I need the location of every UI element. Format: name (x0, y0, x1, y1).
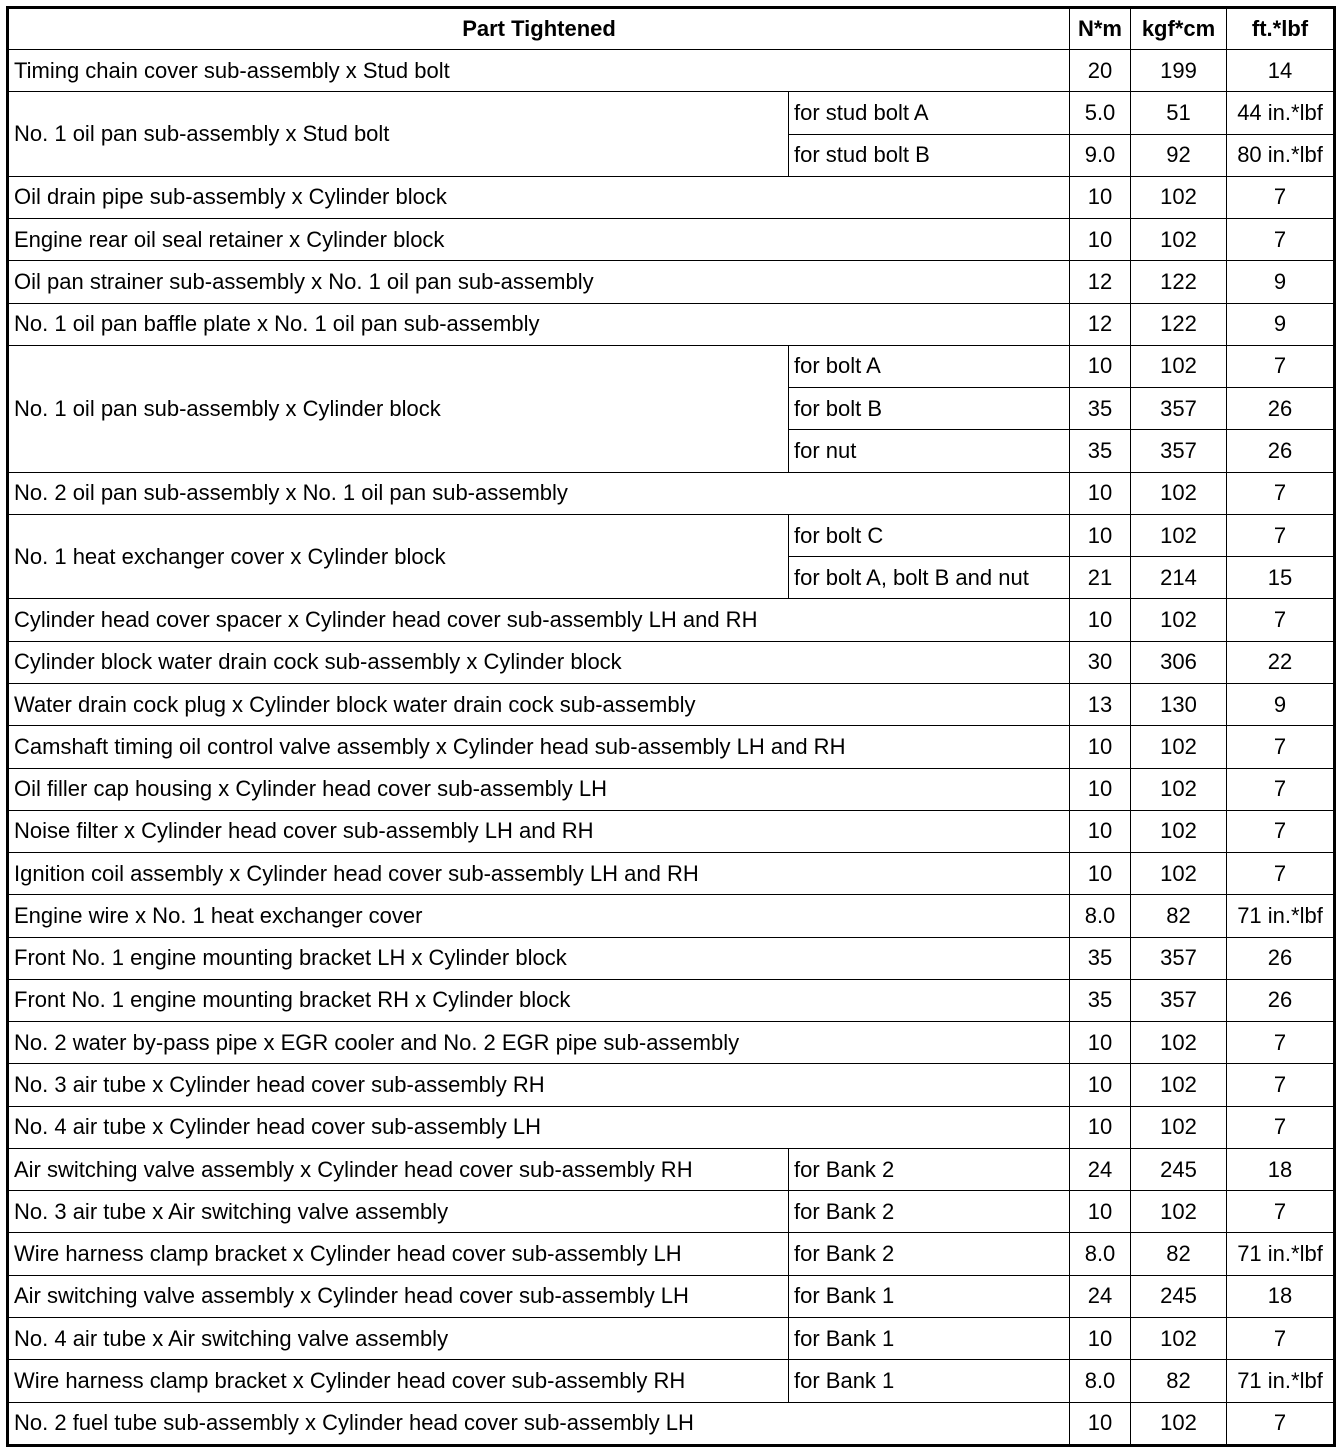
ftlbf-cell: 15 (1227, 557, 1335, 599)
table-row (8, 1148, 1335, 1190)
table-row (8, 50, 1335, 92)
nm-cell: 35 (1070, 979, 1131, 1021)
part-cell: No. 4 air tube x Air switching valve assembly (8, 1317, 789, 1359)
table-row (8, 937, 1335, 979)
torque-spec-table (6, 6, 1336, 1447)
nm-cell: 10 (1070, 176, 1131, 218)
part-cell: No. 2 water by-pass pipe x EGR cooler and No. 2 EGR pipe sub-assembly (8, 1022, 1070, 1064)
kgfcm-cell: 51 (1131, 92, 1227, 134)
part-cell: No. 3 air tube x Cylinder head cover sub-assembly RH (8, 1064, 1070, 1106)
header-row (8, 8, 1335, 50)
nm-cell: 10 (1070, 1064, 1131, 1106)
table-row (8, 1317, 1335, 1359)
ftlbf-cell: 7 (1227, 1402, 1335, 1446)
kgfcm-cell: 102 (1131, 726, 1227, 768)
table-row (8, 176, 1335, 218)
kgfcm-cell: 102 (1131, 472, 1227, 514)
table-row (8, 726, 1335, 768)
table-row (8, 219, 1335, 261)
table-row (8, 853, 1335, 895)
ftlbf-cell: 26 (1227, 430, 1335, 472)
nm-cell: 35 (1070, 388, 1131, 430)
ftlbf-cell: 80 in.*lbf (1227, 134, 1335, 176)
kgfcm-cell: 122 (1131, 261, 1227, 303)
nm-cell: 21 (1070, 557, 1131, 599)
ftlbf-cell: 26 (1227, 937, 1335, 979)
condition-cell: for Bank 1 (789, 1317, 1070, 1359)
ftlbf-cell: 7 (1227, 345, 1335, 387)
condition-cell: for Bank 2 (789, 1233, 1070, 1275)
kgfcm-cell: 102 (1131, 853, 1227, 895)
nm-cell: 10 (1070, 1191, 1131, 1233)
ftlbf-cell: 7 (1227, 219, 1335, 261)
table-row (8, 641, 1335, 683)
ftlbf-cell: 14 (1227, 50, 1335, 92)
kgfcm-cell: 357 (1131, 979, 1227, 1021)
nm-cell: 20 (1070, 50, 1131, 92)
nm-cell: 10 (1070, 768, 1131, 810)
part-cell: Engine wire x No. 1 heat exchanger cover (8, 895, 1070, 937)
kgfcm-cell: 245 (1131, 1148, 1227, 1190)
nm-cell: 9.0 (1070, 134, 1131, 176)
table-row (8, 1022, 1335, 1064)
nm-cell: 35 (1070, 937, 1131, 979)
table-row (8, 514, 1335, 556)
table-row (8, 599, 1335, 641)
nm-cell: 10 (1070, 1402, 1131, 1446)
kgfcm-cell: 82 (1131, 1233, 1227, 1275)
part-cell: Cylinder head cover spacer x Cylinder head cover sub-assembly LH and RH (8, 599, 1070, 641)
table-row (8, 303, 1335, 345)
nm-cell: 10 (1070, 599, 1131, 641)
nm-cell: 8.0 (1070, 1233, 1131, 1275)
nm-cell: 12 (1070, 261, 1131, 303)
nm-cell: 10 (1070, 853, 1131, 895)
nm-cell: 13 (1070, 683, 1131, 725)
part-cell: Camshaft timing oil control valve assembly x Cylinder head sub-assembly LH and RH (8, 726, 1070, 768)
kgfcm-cell: 214 (1131, 557, 1227, 599)
kgfcm-cell: 102 (1131, 345, 1227, 387)
ftlbf-cell: 71 in.*lbf (1227, 895, 1335, 937)
part-cell: No. 1 oil pan sub-assembly x Cylinder block (8, 345, 789, 472)
kgfcm-cell: 122 (1131, 303, 1227, 345)
ftlbf-cell: 26 (1227, 979, 1335, 1021)
table-row (8, 1275, 1335, 1317)
kgfcm-cell: 130 (1131, 683, 1227, 725)
table-row (8, 979, 1335, 1021)
kgfcm-cell: 102 (1131, 1106, 1227, 1148)
ftlbf-cell: 9 (1227, 683, 1335, 725)
kgfcm-cell: 102 (1131, 1022, 1227, 1064)
kgfcm-cell: 102 (1131, 768, 1227, 810)
part-cell: No. 4 air tube x Cylinder head cover sub-assembly LH (8, 1106, 1070, 1148)
kgfcm-cell: 102 (1131, 514, 1227, 556)
header-kgfcm: kgf*cm (1131, 8, 1227, 50)
table-row (8, 1402, 1335, 1446)
kgfcm-cell: 82 (1131, 895, 1227, 937)
ftlbf-cell: 7 (1227, 1022, 1335, 1064)
condition-cell: for Bank 2 (789, 1148, 1070, 1190)
nm-cell: 8.0 (1070, 895, 1131, 937)
nm-cell: 8.0 (1070, 1360, 1131, 1402)
part-cell: Air switching valve assembly x Cylinder head cover sub-assembly RH (8, 1148, 789, 1190)
condition-cell: for stud bolt A (789, 92, 1070, 134)
ftlbf-cell: 26 (1227, 388, 1335, 430)
part-cell: No. 2 fuel tube sub-assembly x Cylinder head cover sub-assembly LH (8, 1402, 1070, 1446)
ftlbf-cell: 18 (1227, 1275, 1335, 1317)
header-ftlbf: ft.*lbf (1227, 8, 1335, 50)
nm-cell: 12 (1070, 303, 1131, 345)
part-cell: Oil filler cap housing x Cylinder head cover sub-assembly LH (8, 768, 1070, 810)
table-row (8, 683, 1335, 725)
part-cell: No. 1 oil pan sub-assembly x Stud bolt (8, 92, 789, 177)
ftlbf-cell: 7 (1227, 176, 1335, 218)
nm-cell: 24 (1070, 1275, 1131, 1317)
part-cell: No. 1 heat exchanger cover x Cylinder block (8, 514, 789, 599)
kgfcm-cell: 102 (1131, 1402, 1227, 1446)
nm-cell: 10 (1070, 1022, 1131, 1064)
ftlbf-cell: 71 in.*lbf (1227, 1233, 1335, 1275)
ftlbf-cell: 9 (1227, 261, 1335, 303)
condition-cell: for bolt B (789, 388, 1070, 430)
part-cell: Noise filter x Cylinder head cover sub-assembly LH and RH (8, 810, 1070, 852)
ftlbf-cell: 7 (1227, 853, 1335, 895)
nm-cell: 10 (1070, 726, 1131, 768)
table-row (8, 1191, 1335, 1233)
condition-cell: for bolt C (789, 514, 1070, 556)
kgfcm-cell: 92 (1131, 134, 1227, 176)
part-cell: Front No. 1 engine mounting bracket LH x Cylinder block (8, 937, 1070, 979)
table-row (8, 472, 1335, 514)
table-row (8, 261, 1335, 303)
ftlbf-cell: 7 (1227, 472, 1335, 514)
condition-cell: for bolt A, bolt B and nut (789, 557, 1070, 599)
nm-cell: 10 (1070, 472, 1131, 514)
table-row (8, 768, 1335, 810)
condition-cell: for Bank 1 (789, 1360, 1070, 1402)
part-cell: Air switching valve assembly x Cylinder head cover sub-assembly LH (8, 1275, 789, 1317)
ftlbf-cell: 71 in.*lbf (1227, 1360, 1335, 1402)
kgfcm-cell: 245 (1131, 1275, 1227, 1317)
ftlbf-cell: 7 (1227, 1064, 1335, 1106)
kgfcm-cell: 357 (1131, 388, 1227, 430)
nm-cell: 24 (1070, 1148, 1131, 1190)
ftlbf-cell: 9 (1227, 303, 1335, 345)
kgfcm-cell: 199 (1131, 50, 1227, 92)
kgfcm-cell: 102 (1131, 599, 1227, 641)
condition-cell: for bolt A (789, 345, 1070, 387)
header-nm: N*m (1070, 8, 1131, 50)
kgfcm-cell: 102 (1131, 1064, 1227, 1106)
kgfcm-cell: 357 (1131, 937, 1227, 979)
kgfcm-cell: 102 (1131, 1191, 1227, 1233)
ftlbf-cell: 7 (1227, 514, 1335, 556)
kgfcm-cell: 306 (1131, 641, 1227, 683)
part-cell: No. 2 oil pan sub-assembly x No. 1 oil pan sub-assembly (8, 472, 1070, 514)
header-part-tightened: Part Tightened (8, 8, 1070, 50)
kgfcm-cell: 102 (1131, 810, 1227, 852)
ftlbf-cell: 7 (1227, 1191, 1335, 1233)
nm-cell: 10 (1070, 514, 1131, 556)
nm-cell: 10 (1070, 1106, 1131, 1148)
part-cell: Oil pan strainer sub-assembly x No. 1 oil pan sub-assembly (8, 261, 1070, 303)
table-row (8, 895, 1335, 937)
ftlbf-cell: 7 (1227, 726, 1335, 768)
nm-cell: 30 (1070, 641, 1131, 683)
part-cell: Cylinder block water drain cock sub-assembly x Cylinder block (8, 641, 1070, 683)
kgfcm-cell: 82 (1131, 1360, 1227, 1402)
nm-cell: 10 (1070, 810, 1131, 852)
kgfcm-cell: 102 (1131, 219, 1227, 261)
kgfcm-cell: 357 (1131, 430, 1227, 472)
ftlbf-cell: 7 (1227, 810, 1335, 852)
nm-cell: 10 (1070, 219, 1131, 261)
part-cell: Ignition coil assembly x Cylinder head cover sub-assembly LH and RH (8, 853, 1070, 895)
condition-cell: for nut (789, 430, 1070, 472)
part-cell: Engine rear oil seal retainer x Cylinder block (8, 219, 1070, 261)
part-cell: No. 3 air tube x Air switching valve assembly (8, 1191, 789, 1233)
kgfcm-cell: 102 (1131, 1317, 1227, 1359)
table-row (8, 1233, 1335, 1275)
kgfcm-cell: 102 (1131, 176, 1227, 218)
part-cell: Front No. 1 engine mounting bracket RH x Cylinder block (8, 979, 1070, 1021)
part-cell: Oil drain pipe sub-assembly x Cylinder block (8, 176, 1070, 218)
part-cell: Water drain cock plug x Cylinder block water drain cock sub-assembly (8, 683, 1070, 725)
part-cell: Wire harness clamp bracket x Cylinder head cover sub-assembly RH (8, 1360, 789, 1402)
condition-cell: for Bank 2 (789, 1191, 1070, 1233)
ftlbf-cell: 7 (1227, 1106, 1335, 1148)
part-cell: No. 1 oil pan baffle plate x No. 1 oil pan sub-assembly (8, 303, 1070, 345)
ftlbf-cell: 18 (1227, 1148, 1335, 1190)
ftlbf-cell: 7 (1227, 599, 1335, 641)
ftlbf-cell: 22 (1227, 641, 1335, 683)
condition-cell: for Bank 1 (789, 1275, 1070, 1317)
table-row (8, 1360, 1335, 1402)
part-cell: Timing chain cover sub-assembly x Stud bolt (8, 50, 1070, 92)
table-row (8, 1064, 1335, 1106)
nm-cell: 10 (1070, 1317, 1131, 1359)
nm-cell: 5.0 (1070, 92, 1131, 134)
nm-cell: 35 (1070, 430, 1131, 472)
nm-cell: 10 (1070, 345, 1131, 387)
table-row (8, 92, 1335, 134)
part-cell: Wire harness clamp bracket x Cylinder head cover sub-assembly LH (8, 1233, 789, 1275)
ftlbf-cell: 7 (1227, 1317, 1335, 1359)
table-row (8, 345, 1335, 387)
ftlbf-cell: 7 (1227, 768, 1335, 810)
condition-cell: for stud bolt B (789, 134, 1070, 176)
ftlbf-cell: 44 in.*lbf (1227, 92, 1335, 134)
table-row (8, 1106, 1335, 1148)
table-row (8, 810, 1335, 852)
